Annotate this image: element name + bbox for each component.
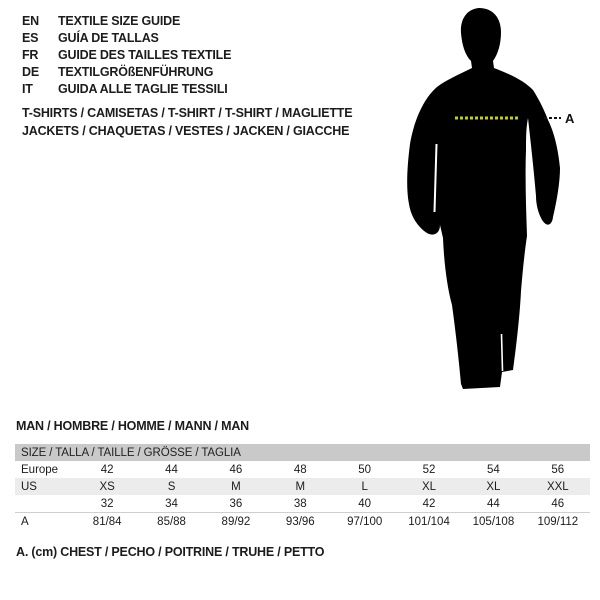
table-cell: 101/104 bbox=[397, 513, 461, 531]
table-cell: 36 bbox=[229, 497, 243, 510]
row-label: A bbox=[15, 513, 75, 531]
gender-heading: MAN / HOMBRE / HOMME / MANN / MAN bbox=[16, 419, 249, 433]
table-cell: XXL bbox=[526, 478, 590, 495]
language-code: ES bbox=[22, 31, 39, 45]
language-code: EN bbox=[22, 14, 39, 28]
leg-gap bbox=[502, 334, 503, 371]
table-row-uk bbox=[15, 495, 590, 513]
table-cell: 38 bbox=[293, 497, 307, 510]
table-cell: L bbox=[333, 478, 397, 495]
language-title: TEXTILGRÖßENFÜHRUNG bbox=[58, 65, 214, 79]
row-label: Europe bbox=[21, 463, 59, 476]
language-code: IT bbox=[22, 82, 33, 96]
row-label bbox=[15, 495, 75, 513]
table-cell: 89/92 bbox=[204, 513, 268, 531]
table-row-us bbox=[15, 478, 590, 495]
table-cell: 46 bbox=[229, 463, 243, 476]
measurement-footnote: A. (cm) CHEST / PECHO / POITRINE / TRUHE / PETTO bbox=[16, 545, 325, 559]
language-row bbox=[22, 30, 231, 47]
table-header-row bbox=[15, 444, 590, 461]
table-cell: 56 bbox=[551, 463, 565, 476]
table-header-label: SIZE / TALLA / TAILLE / GRÖSSE / TAGLIA bbox=[15, 444, 590, 461]
table-cell: XL bbox=[461, 478, 525, 495]
row-label: US bbox=[15, 478, 75, 495]
table-cell: XS bbox=[75, 478, 139, 495]
language-title: TEXTILE SIZE GUIDE bbox=[58, 14, 181, 28]
size-table bbox=[15, 444, 590, 530]
table-cell: 48 bbox=[293, 463, 307, 476]
table-cell: 40 bbox=[358, 497, 372, 510]
language-row bbox=[22, 47, 231, 64]
table-cell: 50 bbox=[358, 463, 372, 476]
table-cell: 42 bbox=[422, 497, 436, 510]
table-cell: M bbox=[268, 478, 332, 495]
table-cell: 34 bbox=[165, 497, 178, 510]
table-cell: 32 bbox=[100, 497, 114, 510]
language-code: DE bbox=[22, 65, 39, 79]
table-cell: 42 bbox=[100, 463, 114, 476]
language-title: GUÍA DE TALLAS bbox=[58, 31, 159, 45]
table-row-europe bbox=[15, 461, 590, 478]
language-row bbox=[22, 13, 231, 30]
table-cell: 105/108 bbox=[461, 513, 525, 531]
table-cell: 54 bbox=[487, 463, 500, 476]
table-cell: M bbox=[204, 478, 268, 495]
table-cell: 97/100 bbox=[333, 513, 397, 531]
table-cell: 52 bbox=[422, 463, 436, 476]
table-cell: 44 bbox=[165, 463, 178, 476]
language-row bbox=[22, 81, 231, 98]
table-cell: 93/96 bbox=[268, 513, 332, 531]
table-cell: 44 bbox=[487, 497, 500, 510]
language-legend bbox=[22, 13, 231, 98]
language-title: GUIDA ALLE TAGLIE TESSILI bbox=[58, 82, 228, 96]
language-code: FR bbox=[22, 48, 39, 62]
man-silhouette-figure bbox=[400, 0, 600, 400]
table-cell: 46 bbox=[551, 497, 565, 510]
category-line-jackets: JACKETS / CHAQUETAS / VESTES / JACKEN / GIACCHE bbox=[22, 124, 350, 138]
table-cell: 85/88 bbox=[139, 513, 203, 531]
table-cell: XL bbox=[397, 478, 461, 495]
man-silhouette-svg bbox=[400, 0, 600, 400]
table-cell: 81/84 bbox=[75, 513, 139, 531]
language-row bbox=[22, 64, 231, 81]
language-title: GUIDE DES TAILLES TEXTILE bbox=[58, 48, 232, 62]
table-row-chest bbox=[15, 513, 590, 531]
table-cell: 109/112 bbox=[526, 513, 590, 531]
category-line-tshirts: T-SHIRTS / CAMISETAS / T-SHIRT / T-SHIRT / MAGLIETTE bbox=[22, 106, 353, 120]
man-silhouette-body bbox=[407, 8, 560, 389]
garment-categories bbox=[22, 104, 352, 140]
chest-measure-label: A bbox=[565, 111, 575, 126]
table-cell: S bbox=[139, 478, 203, 495]
